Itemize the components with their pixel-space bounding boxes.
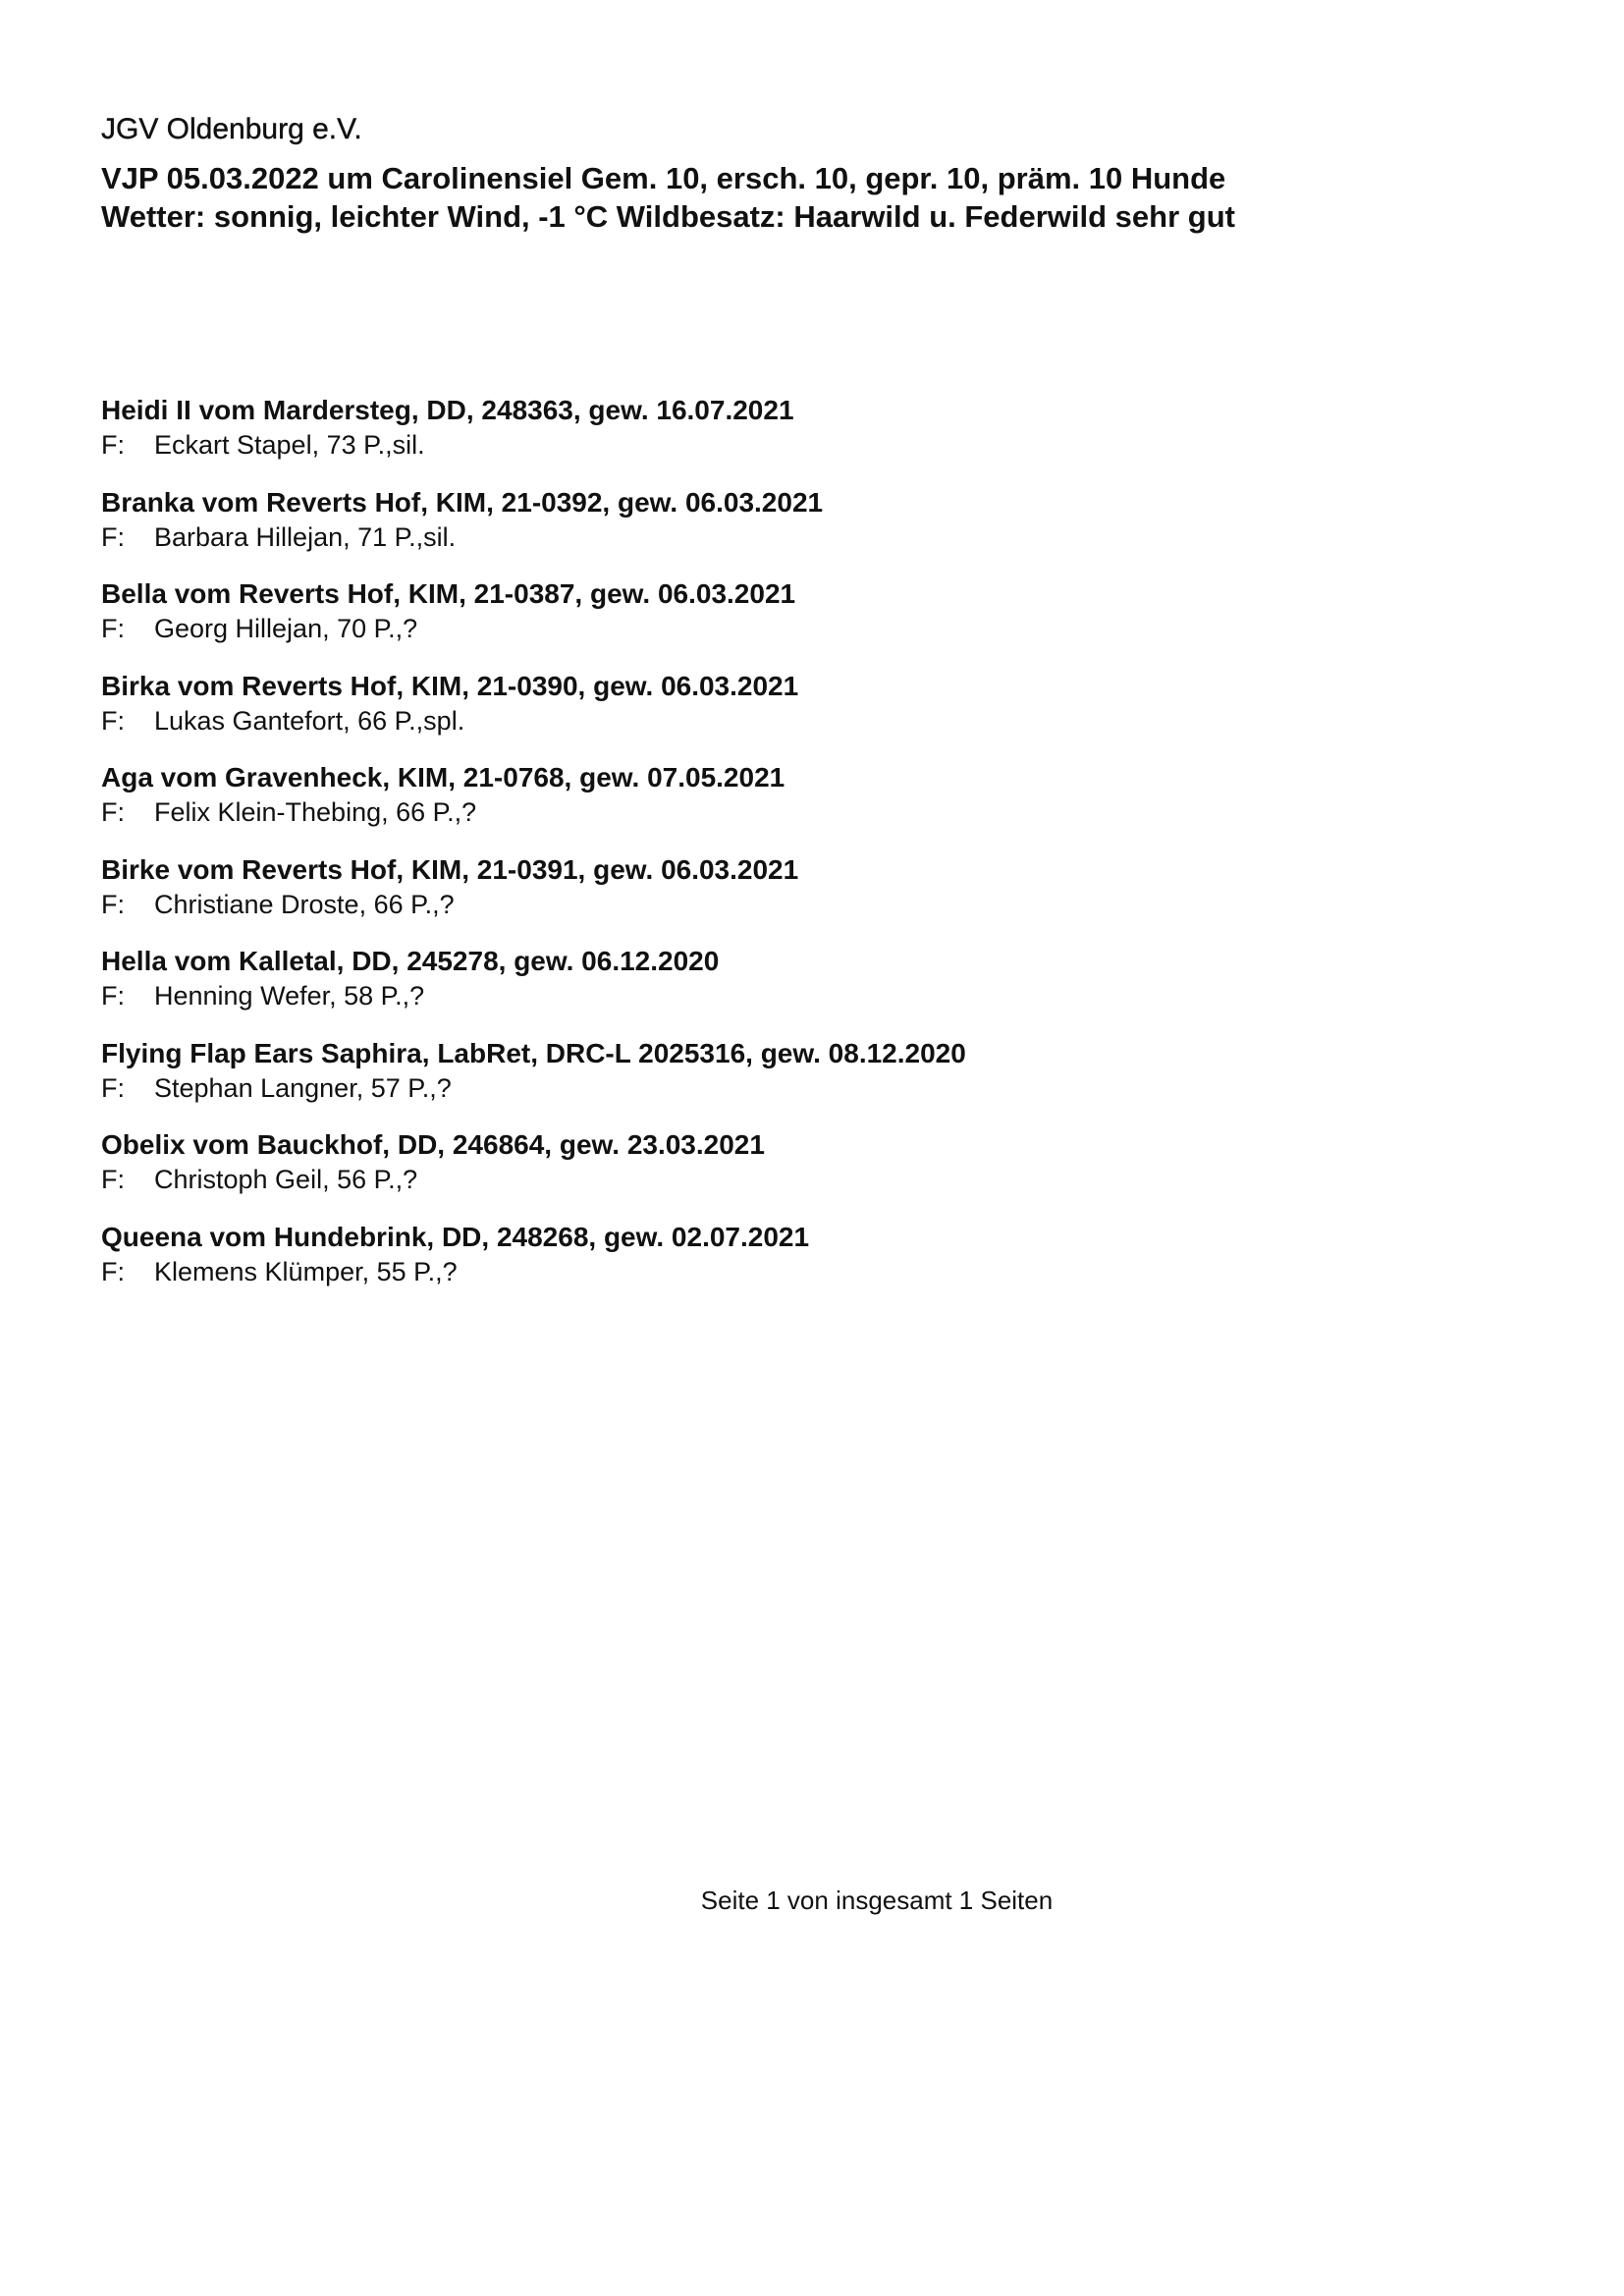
handler-result: Barbara Hillejan, 71 P.,sil. bbox=[154, 521, 457, 552]
results-list bbox=[101, 393, 1574, 1311]
handler-prefix: F: bbox=[101, 1256, 125, 1286]
handler-line bbox=[101, 888, 1574, 921]
dog-entry-title: Flying Flap Ears Saphira, LabRet, DRC-L 2025316, gew. 08.12.2020 bbox=[101, 1037, 966, 1068]
handler-result: Christiane Droste, 66 P.,? bbox=[154, 889, 455, 919]
list-item bbox=[101, 1220, 1574, 1312]
list-item bbox=[101, 944, 1574, 1036]
handler-line bbox=[101, 704, 1574, 738]
weather-info: Wetter: sonnig, leichter Wind, -1 °C Wildbesatz: Haarwild u. Federwild sehr gut bbox=[101, 199, 1235, 234]
handler-prefix: F: bbox=[101, 1072, 125, 1103]
list-item bbox=[101, 852, 1574, 945]
list-item bbox=[101, 760, 1574, 852]
handler-result: Klemens Klümper, 55 P.,? bbox=[154, 1256, 458, 1286]
handler-line bbox=[101, 612, 1574, 645]
document-header bbox=[101, 110, 1574, 236]
handler-prefix: F: bbox=[101, 430, 125, 460]
handler-prefix: F: bbox=[101, 797, 125, 827]
dog-entry-title: Birka vom Reverts Hof, KIM, 21-0390, gew. 06.03.2021 bbox=[101, 670, 799, 701]
handler-line bbox=[101, 1163, 1574, 1196]
handler-result: Lukas Gantefort, 66 P.,spl. bbox=[154, 705, 465, 736]
dog-entry-title: Hella vom Kalletal, DD, 245278, gew. 06.12.2020 bbox=[101, 946, 720, 976]
handler-prefix: F: bbox=[101, 981, 125, 1011]
handler-result: Stephan Langner, 57 P.,? bbox=[154, 1072, 452, 1103]
handler-prefix: F: bbox=[101, 614, 125, 643]
dog-entry-title: Bella vom Reverts Hof, KIM, 21-0387, gew. 06.03.2021 bbox=[101, 578, 796, 609]
list-item bbox=[101, 393, 1574, 485]
list-item bbox=[101, 669, 1574, 761]
handler-prefix: F: bbox=[101, 889, 125, 919]
dog-entry-title: Queena vom Hundebrink, DD, 248268, gew. 02.07.2021 bbox=[101, 1221, 810, 1252]
dog-entry-title: Heidi II vom Mardersteg, DD, 248363, gew. 16.07.2021 bbox=[101, 395, 794, 425]
list-item bbox=[101, 1036, 1574, 1128]
event-summary: VJP 05.03.2022 um Carolinensiel Gem. 10, ersch. 10, gepr. 10, präm. 10 Hunde bbox=[101, 161, 1226, 195]
handler-prefix: F: bbox=[101, 521, 125, 552]
handler-line bbox=[101, 1071, 1574, 1105]
handler-result: Georg Hillejan, 70 P.,? bbox=[154, 614, 418, 643]
handler-prefix: F: bbox=[101, 1165, 125, 1194]
list-item bbox=[101, 576, 1574, 669]
dog-entry-title: Branka vom Reverts Hof, KIM, 21-0392, gew. 06.03.2021 bbox=[101, 486, 824, 518]
handler-line bbox=[101, 979, 1574, 1012]
handler-result: Christoph Geil, 56 P.,? bbox=[154, 1165, 418, 1194]
handler-prefix: F: bbox=[101, 705, 125, 736]
dog-entry-title: Obelix vom Bauckhof, DD, 246864, gew. 23.03.2021 bbox=[101, 1129, 765, 1160]
handler-result: Eckart Stapel, 73 P.,sil. bbox=[154, 430, 425, 460]
list-item bbox=[101, 1127, 1574, 1220]
handler-result: Henning Wefer, 58 P.,? bbox=[154, 981, 425, 1011]
list-item bbox=[101, 485, 1574, 577]
handler-line bbox=[101, 1255, 1574, 1288]
dog-entry-title: Aga vom Gravenheck, KIM, 21-0768, gew. 07.05.2021 bbox=[101, 762, 785, 793]
page-footer: Seite 1 von insgesamt 1 Seiten bbox=[700, 1886, 1054, 1915]
handler-line bbox=[101, 520, 1574, 554]
organization-name: JGV Oldenburg e.V. bbox=[101, 113, 362, 145]
handler-line bbox=[101, 428, 1574, 462]
dog-entry-title: Birke vom Reverts Hof, KIM, 21-0391, gew. 06.03.2021 bbox=[101, 853, 799, 885]
handler-result: Felix Klein-Thebing, 66 P.,? bbox=[154, 797, 477, 827]
handler-line bbox=[101, 795, 1574, 829]
